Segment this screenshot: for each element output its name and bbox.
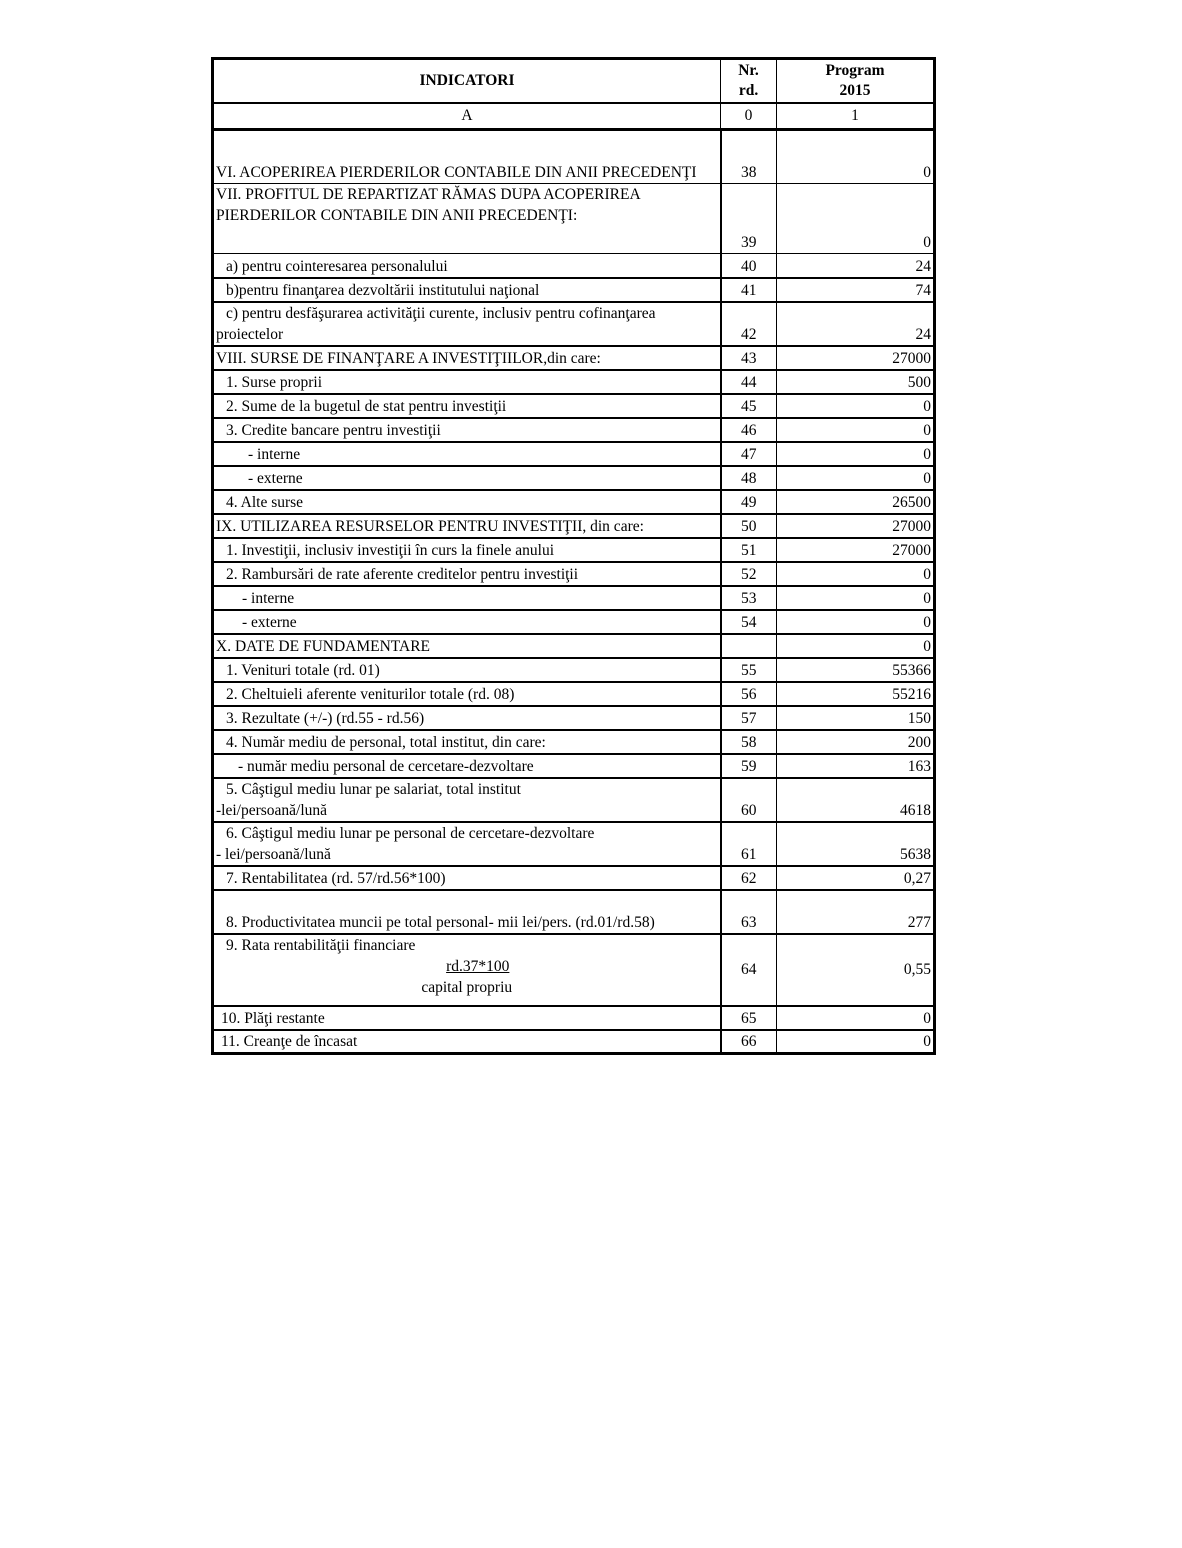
row-value: 0: [777, 586, 935, 610]
table-row: [213, 254, 935, 278]
table-row: [213, 866, 935, 890]
table-row: [213, 730, 935, 754]
row-value: 0: [777, 394, 935, 418]
col-value-header: Program 2015: [777, 59, 935, 104]
row-nr: 58: [721, 730, 777, 754]
row-nr: [721, 634, 777, 658]
table-row: [213, 184, 935, 254]
row-value: 0: [777, 130, 935, 184]
row-label: [213, 934, 721, 1006]
row-label: 11. Creanţe de încasat: [213, 1030, 721, 1054]
col-nr-header: Nr. rd.: [721, 59, 777, 104]
row-value: 500: [777, 370, 935, 394]
row-label: 3. Credite bancare pentru investiţii: [213, 418, 721, 442]
row-nr: 43: [721, 346, 777, 370]
table-row: [213, 682, 935, 706]
row-label: - externe: [213, 466, 721, 490]
row-label: X. DATE DE FUNDAMENTARE: [213, 634, 721, 658]
row-nr: 63: [721, 890, 777, 934]
row-label: 8. Productivitatea muncii pe total personal- mii lei/pers. (rd.01/rd.58): [213, 890, 721, 934]
row-label: 2. Sume de la bugetul de stat pentru investiţii: [213, 394, 721, 418]
row-nr: 64: [721, 934, 777, 1006]
row-nr: 53: [721, 586, 777, 610]
row-nr: 57: [721, 706, 777, 730]
table-row: [213, 706, 935, 730]
row-nr: 38: [721, 130, 777, 184]
row-value: 27000: [777, 346, 935, 370]
header-row: [213, 59, 935, 104]
row-value: 200: [777, 730, 935, 754]
row-nr: 47: [721, 442, 777, 466]
row-value: 4618: [777, 778, 935, 822]
row-value: 0: [777, 1006, 935, 1030]
table-row: [213, 418, 935, 442]
row-nr: 46: [721, 418, 777, 442]
row-label: b)pentru finanţarea dezvoltării institutului naţional: [213, 278, 721, 302]
table-row: [213, 610, 935, 634]
row-label: VIII. SURSE DE FINANŢARE A INVESTIŢIILOR,din care:: [213, 346, 721, 370]
row-value: 0: [777, 466, 935, 490]
row-nr: 59: [721, 754, 777, 778]
row-nr: 49: [721, 490, 777, 514]
row-value: 24: [777, 302, 935, 346]
row-value: 24: [777, 254, 935, 278]
row-nr: 52: [721, 562, 777, 586]
row-label: 4. Alte surse: [213, 490, 721, 514]
ratio-denominator: capital propriu: [421, 978, 513, 996]
row-nr: 48: [721, 466, 777, 490]
table-row: [213, 538, 935, 562]
row-value: 150: [777, 706, 935, 730]
table-row: [213, 1030, 935, 1054]
row-label: 2. Cheltuieli aferente veniturilor totale (rd. 08): [213, 682, 721, 706]
indicator-table: [211, 57, 936, 1055]
table-row: [213, 442, 935, 466]
table-row: [213, 890, 935, 934]
row-value: 0: [777, 418, 935, 442]
row-label: 3. Rezultate (+/-) (rd.55 - rd.56): [213, 706, 721, 730]
row-label: c) pentru desfăşurarea activităţii curente, inclusiv pentru cofinanţarea proiectelor: [213, 302, 721, 346]
row-nr: 66: [721, 1030, 777, 1054]
row-value: 0: [777, 562, 935, 586]
table-row: [213, 562, 935, 586]
row-nr: 45: [721, 394, 777, 418]
row-nr: 51: [721, 538, 777, 562]
row-label: - externe: [213, 610, 721, 634]
row-nr: 41: [721, 278, 777, 302]
row-label: 1. Surse proprii: [213, 370, 721, 394]
row-value: 74: [777, 278, 935, 302]
col-value-code: 1: [777, 103, 935, 130]
header-code-row: [213, 103, 935, 130]
row-value: 0: [777, 1030, 935, 1054]
row-value: 163: [777, 754, 935, 778]
row-nr: 54: [721, 610, 777, 634]
row-label: - număr mediu personal de cercetare-dezvoltare: [213, 754, 721, 778]
table-row: [213, 370, 935, 394]
table-row: [213, 754, 935, 778]
table-row: [213, 490, 935, 514]
row-nr: 39: [721, 184, 777, 254]
row-label: 10. Plăţi restante: [213, 1006, 721, 1030]
row-label: 6. Câştigul mediu lunar pe personal de cercetare-dezvoltare - lei/persoană/lună: [213, 822, 721, 866]
col-indicator-code: A: [213, 103, 721, 130]
row-value: 0: [777, 184, 935, 254]
table-row: [213, 934, 935, 1006]
row-value: 55366: [777, 658, 935, 682]
table-row: [213, 130, 935, 184]
row-nr: 65: [721, 1006, 777, 1030]
col-indicator-header: INDICATORI: [213, 59, 721, 104]
row-nr: 60: [721, 778, 777, 822]
row-nr: 55: [721, 658, 777, 682]
ratio-numerator: rd.37*100: [446, 957, 510, 975]
row-value: 27000: [777, 514, 935, 538]
table-row: [213, 778, 935, 822]
row-nr: 50: [721, 514, 777, 538]
table-row: [213, 658, 935, 682]
row-value: 0: [777, 634, 935, 658]
row-label: IX. UTILIZAREA RESURSELOR PENTRU INVESTIŢII, din care:: [213, 514, 721, 538]
row-label: 1. Investiţii, inclusiv investiţii în curs la finele anului: [213, 538, 721, 562]
row-label: 5. Câştigul mediu lunar pe salariat, total institut -lei/persoană/lună: [213, 778, 721, 822]
row-nr: 62: [721, 866, 777, 890]
row-nr: 44: [721, 370, 777, 394]
table-row: [213, 302, 935, 346]
row-value: 5638: [777, 822, 935, 866]
table-row: [213, 514, 935, 538]
table-row: [213, 278, 935, 302]
row-label: VII. PROFITUL DE REPARTIZAT RĂMAS DUPA ACOPERIREA PIERDERILOR CONTABILE DIN ANII PRECEDENŢI:: [213, 184, 721, 254]
table-row: [213, 586, 935, 610]
row-label: 1. Venituri totale (rd. 01): [213, 658, 721, 682]
table-row: [213, 822, 935, 866]
row-value: 0,55: [777, 934, 935, 1006]
row-value: 0: [777, 610, 935, 634]
table-row: [213, 394, 935, 418]
table-row: [213, 1006, 935, 1030]
table-row: [213, 466, 935, 490]
row-label: - interne: [213, 586, 721, 610]
row-label: 7. Rentabilitatea (rd. 57/rd.56*100): [213, 866, 721, 890]
row-nr: 42: [721, 302, 777, 346]
row-value: 26500: [777, 490, 935, 514]
row-label: a) pentru cointeresarea personalului: [213, 254, 721, 278]
row-label: 4. Număr mediu de personal, total institut, din care:: [213, 730, 721, 754]
row-value: 55216: [777, 682, 935, 706]
table-row: [213, 634, 935, 658]
row-value: 277: [777, 890, 935, 934]
ratio-label: 9. Rata rentabilităţii financiare: [226, 936, 416, 954]
row-label: VI. ACOPERIREA PIERDERILOR CONTABILE DIN ANII PRECEDENŢI: [213, 130, 721, 184]
table-row: [213, 346, 935, 370]
row-value: 0: [777, 442, 935, 466]
row-nr: 56: [721, 682, 777, 706]
row-value: 0,27: [777, 866, 935, 890]
row-label: 2. Rambursări de rate aferente creditelor pentru investiţii: [213, 562, 721, 586]
row-label: - interne: [213, 442, 721, 466]
row-nr: 40: [721, 254, 777, 278]
row-nr: 61: [721, 822, 777, 866]
col-nr-code: 0: [721, 103, 777, 130]
row-value: 27000: [777, 538, 935, 562]
